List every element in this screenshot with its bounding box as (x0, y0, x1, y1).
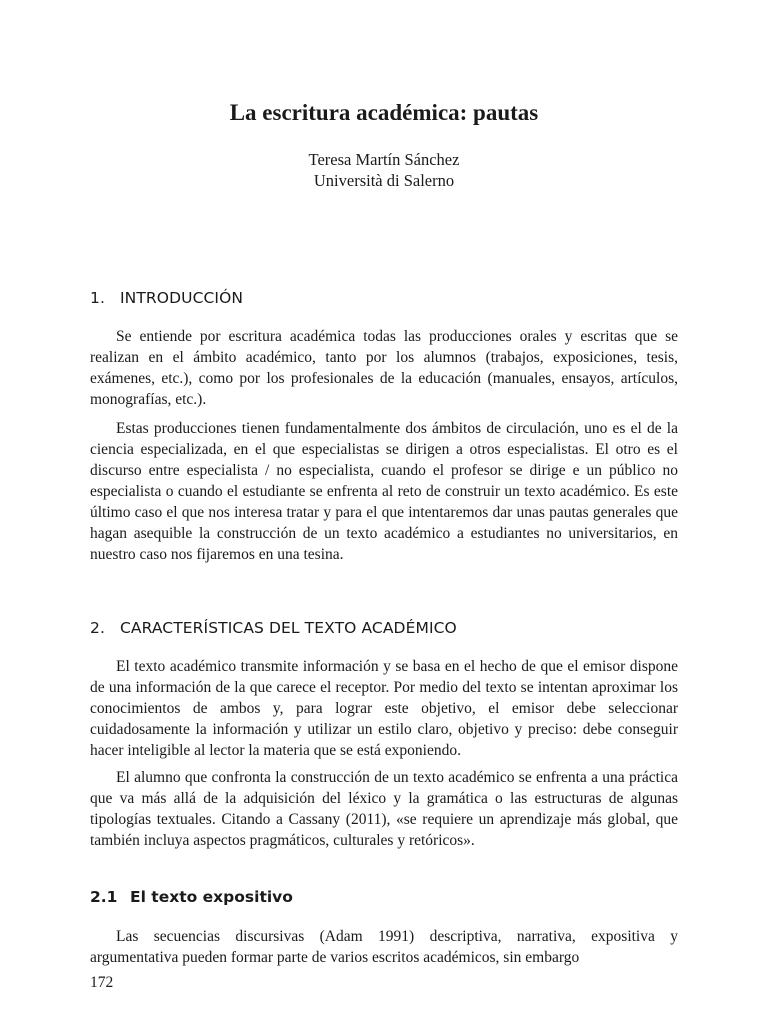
section-title: CARACTERÍSTICAS DEL TEXTO ACADÉMICO (120, 619, 457, 637)
paragraph: Las secuencias discursivas (Adam 1991) descriptiva, narrativa, expositiva y argumentativa pueden formar parte de varios escritos académicos, sin embargo (90, 928, 678, 966)
author-affiliation: Università di Salerno (313, 171, 455, 190)
section-heading-1 (90, 289, 243, 307)
section-number: 1. (90, 289, 105, 307)
subsection-title: El texto expositivo (130, 888, 293, 906)
section-number: 2. (90, 619, 105, 637)
paper-title: La escritura académica: pautas (229, 100, 539, 125)
author-name: Teresa Martín Sánchez (308, 150, 460, 169)
subsection-heading-2-1 (90, 888, 293, 906)
section-title: INTRODUCCIÓN (120, 289, 244, 307)
page-number: 172 (90, 974, 114, 991)
subsection-number: 2.1 (90, 888, 118, 906)
paragraph: Estas producciones tienen fundamentalmente dos ámbitos de circulación, uno es el de la ciencia especializada, en el que especialistas se dirigen a otros especialistas. El otro es el discurso entre especialista / no especialista, cuando el profesor se dirige e un público no especialista o cuando el estudiante se enfrenta al reto de construir un texto académico. Es este último caso el que nos interesa tratar y para el que intentaremos dar unas pautas generales que hagan asequible la construcción de un texto académico a estudiantes no universitarios, en nuestro caso nos fijaremos en una tesina. (90, 420, 678, 563)
paragraph: El texto académico transmite información y se basa en el hecho de que el emisor dispone de una información de la que carece el receptor. Por medio del texto se intentan aproximar los conocimientos de ambos y, para lograr este objetivo, el emisor debe seleccionar cuidadosamente la información y utilizar un estilo claro, objetivo y preciso: debe conseguir hacer inteligible al lector la materia que se está exponiendo. (90, 658, 678, 759)
paragraph: Se entiende por escritura académica todas las producciones orales y escritas que se realizan en el ámbito académico, tanto por los alumnos (trabajos, exposiciones, tesis, exámenes, etc.), como por los profesionales de la educación (manuales, ensayos, artículos, monografías, etc.). (90, 328, 678, 408)
paragraph: El alumno que confronta la construcción de un texto académico se enfrenta a una práctica que va más allá de la adquisición del léxico y la gramática o las estructuras de algunas tipologías textuales. Citando a Cassany (2011), «se requiere un aprendizaje más global, que también incluya aspectos pragmáticos, culturales y retóricos». (90, 769, 678, 849)
section-heading-2 (90, 619, 457, 637)
